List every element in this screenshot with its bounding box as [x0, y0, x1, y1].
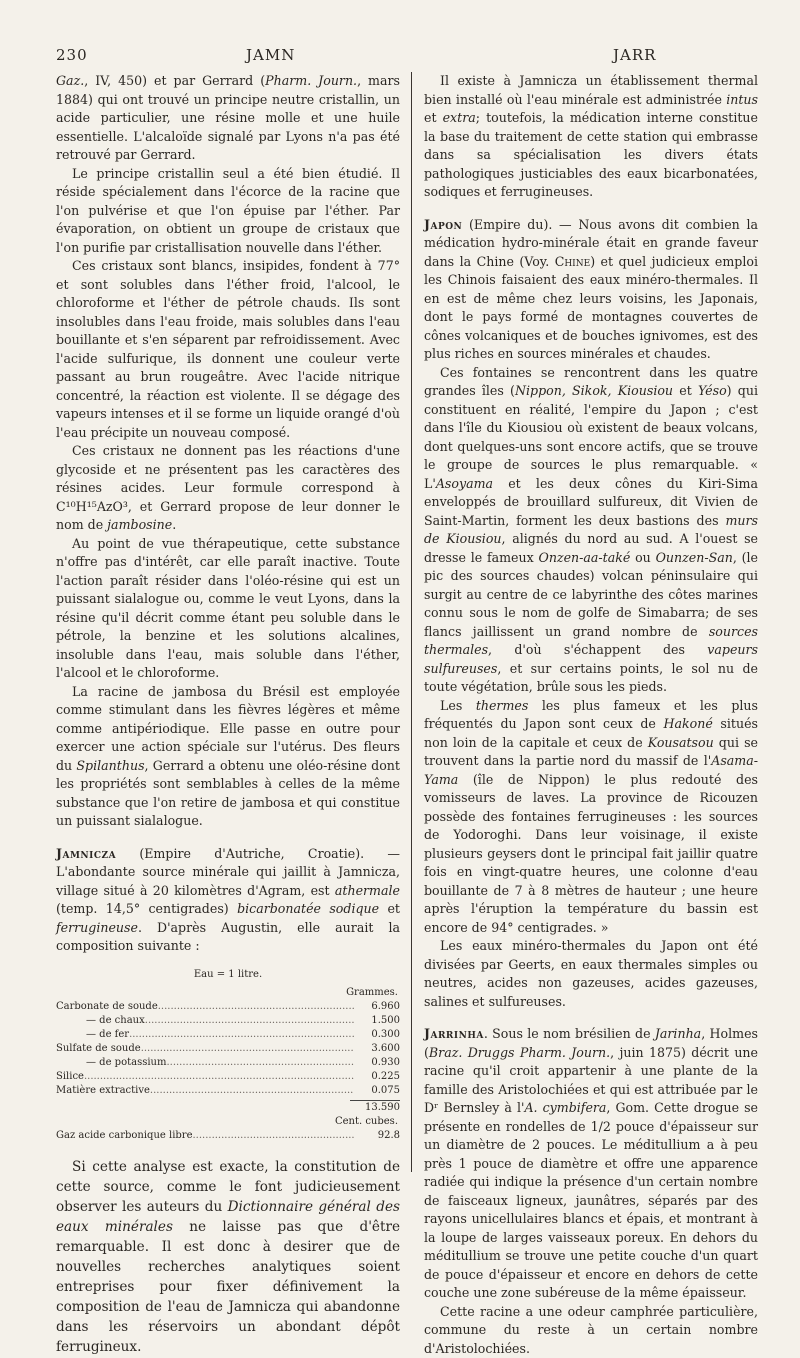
paragraph: La racine de jambosa du Brésil est employée comme stimulant dans les fièvres légères et même comme antipériodique. Elle passe en outre pour exercer une action spéciale sur l'utérus. Des fleurs du Spilanthus, Gerrard a obtenu une oléo-résine dont les propriétés sont semblables à celles de la même substance que l'on retire de jambosa et qui constitue un puissant sialalogue.	[56, 683, 400, 831]
paragraph: Il existe à Jamnicza un établissement thermal bien installé où l'eau minérale est administrée intus et extra; toutefois, la médication interne constitue la base du traitement de cette station qui embrasse dans sa spécialisation les divers états pathologiques justiciables des eaux bicarbonatées, sodiques et ferrugineuses.	[424, 72, 758, 202]
gas-row: Gaz acide carbonique libre ..... 92.8	[56, 1129, 400, 1143]
gas-unit: Cent. cubes.	[56, 1115, 400, 1129]
component-value: 6.960	[354, 1000, 400, 1014]
composition-row	[56, 1000, 400, 1014]
paragraph: Au point de vue thérapeutique, cette substance n'offre pas d'intérêt, car elle paraît inactive. Toute l'action paraît résider dans l'oléo-résine qui est un puissant sialalogue ou, comme le veut Lyons, dans la résine qu'il décrit comme étant peu soluble dans le pétrole, la benzine et les solutions alcalines, insoluble dans l'eau, mais soluble dans l'éther, l'alcool et le chloroforme.	[56, 535, 400, 683]
column-divider	[411, 72, 412, 1172]
paragraph: Les eaux minéro-thermales du Japon ont été divisées par Geerts, en eaux thermales simples ou neutres, acides non gazeuses, acides gazeuses, salines et sulfureuses.	[424, 937, 758, 1011]
component-value: 0.225	[354, 1070, 400, 1084]
paragraph: Les thermes les plus fameux et les plus fréquentés du Japon sont ceux de Hakoné situés non loin de la capitale et ceux de Kousatsou qui se trouvent dans la partie nord du massif de l'Asama-Yama (île de Nippon) le plus redouté des vomisseurs de laves. La province de Ricouzen possède des fontaines ferrugineuses : les sources de Yodoroghi. Dans leur voisinage, il existe plusieurs geysers dont le principal fait jaillir quatre fois en vingt-quatre heures, une colonne d'eau bouillante de 7 à 8 mètres de hauteur ; une heure après l'éruption la température du bassin est encore de 94° centigrades. »	[424, 697, 758, 938]
paragraph: Cette racine a une odeur camphrée particulière, commune du reste à un certain nombre d'Aristolochiées.	[424, 1303, 758, 1358]
entry-japon: Japon (Empire du). — Nous avons dit combien la médication hydro-minérale était en grande faveur dans la Chine (Voy. Chine) et quel judicieux emploi les Chinois faisaient des eaux minéro-thermales. Il en est de même chez leurs voisins, les Japonais, dont le pays formé de montagnes couvertes de cônes volcaniques et de bouches ignivomes, est des plus riches en sources minérales et chaudes.	[424, 216, 758, 364]
component-value: 3.600	[354, 1042, 400, 1056]
composition-row	[56, 1084, 400, 1098]
composition-total: 13.590	[56, 1101, 400, 1115]
paragraph: Gaz., IV, 450) et par Gerrard (Pharm. Journ., mars 1884) qui ont trouvé un principe neutre cristallin, un acide particulier, une résine molle et une huile essentielle. L'alcaloïde signalé par Lyons n'a pas été retrouvé par Gerrard.	[56, 72, 400, 165]
component-name: — de chaux	[56, 1014, 145, 1028]
composition-unit: Grammes.	[56, 986, 400, 1000]
component-value: 0.300	[354, 1028, 400, 1042]
composition-row	[56, 1014, 400, 1028]
composition-row	[56, 1042, 400, 1056]
paragraph: Ces cristaux sont blancs, insipides, fondent à 77° et sont solubles dans l'éther froid, l'alcool, le chloroforme et l'éther de pétrole chauds. Ils sont insolubles dans l'eau froide, mais solubles dans l'eau bouillante et s'en séparent par refroidissement. Avec l'acide sulfurique, ils donnent une couleur verte passant au brun rougeâtre. Avec l'acide nitrique concentré, la réaction est violente. Il se dégage des vapeurs intenses et il se forme un liquide orangé d'où l'eau précipite un nouveau composé.	[56, 257, 400, 442]
right-column	[424, 72, 758, 1358]
entry-jamnicza: Jamnicza (Empire d'Autriche, Croatie). — L'abondante source minérale qui jaillit à Jamnicza, village situé à 20 kilomètres d'Agram, est athermale (temp. 14,5° centigrades) bicarbonatée sodique et ferrugineuse. D'après Augustin, elle aurait la composition suivante :	[56, 845, 400, 956]
component-value: 0.930	[354, 1056, 400, 1070]
paragraph: Ces fontaines se rencontrent dans les quatre grandes îles (Nippon, Sikok, Kiousiou et Yéso) qui constituent en réalité, l'empire du Japon ; c'est dans l'île du Kiousiou où existent de beaux volcans, dont quelques-uns sont encore actifs, que se trouve le groupe de sources le plus remarquable. « L'Asoyama et les deux cônes du Kiri-Sima enveloppés de brouillard sulfureux, dit Vivien de Saint-Martin, forment les deux bastions des murs de Kiousiou, alignés du nord au sud. A l'ouest se dresse le fameux Onzen-aa-také ou Ounzen-San, (le pic des sources chaudes) volcan péninsulaire qui surgit au centre de ce labyrinthe des côtes marines connu sous le nom de golfe de Simabarra; de ses flancs jaillissent un grand nombre de sources thermales, d'où s'échappent des vapeurs sulfureuses, et sur certains points, le sol nu de toute végétation, brûle sous les pieds.	[424, 364, 758, 697]
component-value: 0.075	[354, 1084, 400, 1098]
paragraph: Ces cristaux ne donnent pas les réactions d'une glycoside et ne présentent pas les caractères des résines acides. Leur formule correspond à C¹⁰H¹⁵AzO³, et Gerrard propose de leur donner le nom de jambosine.	[56, 442, 400, 535]
right-running-title: JARR	[613, 46, 656, 64]
composition-row	[56, 1028, 400, 1042]
component-name: Sulfate de soude	[56, 1042, 141, 1056]
headword: Japon	[424, 217, 462, 232]
component-value: 1.500	[354, 1014, 400, 1028]
component-name: Silice	[56, 1070, 84, 1084]
composition-row	[56, 1056, 400, 1070]
headword: Jarrinha	[424, 1026, 484, 1041]
running-header	[56, 46, 758, 72]
component-name: — de fer	[56, 1028, 129, 1042]
paragraph: Si cette analyse est exacte, la constitution de cette source, comme le font judicieusement observer les auteurs du Dictionnaire général des eaux minérales ne laisse pas que d'être remarquable. Il est donc à desirer que de nouvelles recherches analytiques soient entreprises pour fixer définivement la composition de l'eau de Jamnicza qui abandonne dans les réservoirs un abondant dépôt ferrugineux.	[56, 1157, 400, 1357]
left-running-title: JAMN	[246, 46, 295, 64]
paragraph: Le principe cristallin seul a été bien étudié. Il réside spécialement dans l'écorce de la racine que l'on pulvérise et que l'on épuise par l'éther. Par évaporation, on obtient un groupe de cristaux que l'on purifie par cristallisation nouvelle dans l'éther.	[56, 165, 400, 258]
headword: Jamnicza	[56, 846, 116, 861]
component-name: Carbonate de soude	[56, 1000, 158, 1014]
composition-table	[56, 968, 400, 1143]
component-name: Matière extractive	[56, 1084, 150, 1098]
composition-caption: Eau = 1 litre.	[56, 968, 400, 982]
composition-row	[56, 1070, 400, 1084]
left-column	[56, 72, 400, 1357]
page-number: 230	[56, 46, 88, 64]
entry-jarrinha: Jarrinha. Sous le nom brésilien de Jarinha, Holmes (Braz. Druggs Pharm. Journ., juin 1875) décrit une racine qu'il croit appartenir à une plante de la famille des Aristolochiées et qui est attribuée par le Dʳ Bernsley à l'A. cymbifera, Gom. Cette drogue se présente en rondelles de 1/2 pouce d'épaisseur sur un diamètre de 2 pouces. Le méditullium a à peu près 1 pouce de diamètre et offre une apparence radiée qui indique la présence d'un certain nombre de faisceaux ligneux, jaunâtres, séparés par des rayons unicellulaires blancs et épais, et montrant à la loupe de larges vaisseaux poreux. En dehors du méditullium se trouve une petite couche d'un quart de pouce d'épaisseur et encore en dehors de cette couche une zone subéreuse de la même épaisseur.	[424, 1025, 758, 1303]
component-name: — de potassium	[56, 1056, 166, 1070]
